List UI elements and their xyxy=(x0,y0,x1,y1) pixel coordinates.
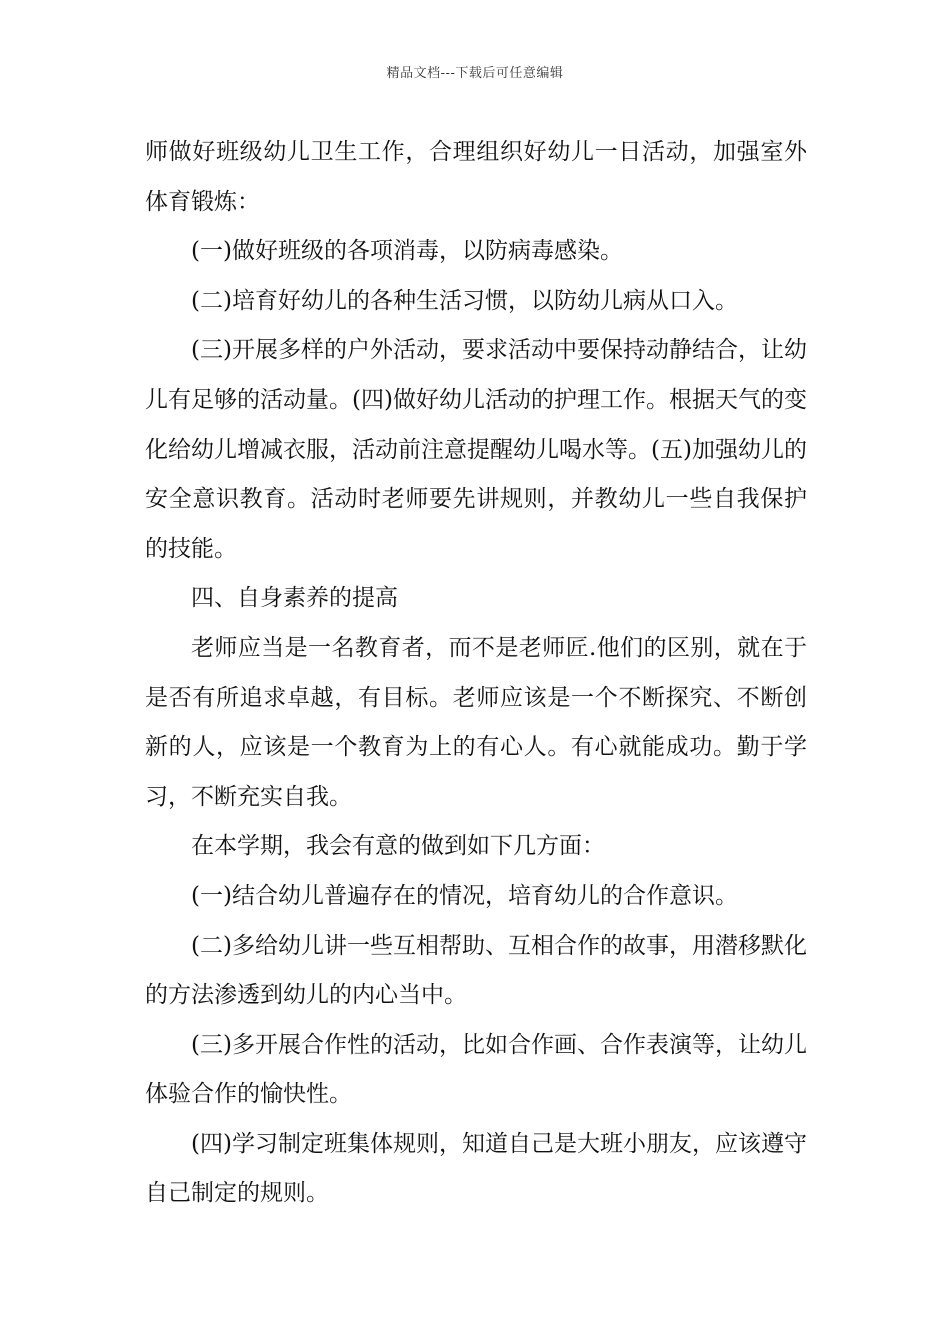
paragraph: (三)开展多样的户外活动，要求活动中要保持动静结合，让幼儿有足够的活动量。(四)做好幼儿活动的护理工作。根据天气的变化给幼儿增减衣服，活动前注意提醒幼儿喝水等。(五)加强幼儿的安全意识教育。活动时老师要先讲规则，并教幼儿一些自我保护的技能。 xyxy=(145,337,807,562)
paragraph: (一)做好班级的各项消毒，以防病毒感染。 xyxy=(191,238,623,265)
section-heading: 四、自身素养的提高 xyxy=(191,585,398,612)
paragraph: (二)多给幼儿讲一些互相帮助、互相合作的故事，用潜移默化的方法渗透到幼儿的内心当中。 xyxy=(145,932,807,1009)
paragraph: (四)学习制定班集体规则，知道自己是大班小朋友，应该遵守自己制定的规则。 xyxy=(145,1130,807,1207)
document-body xyxy=(145,128,807,1219)
paragraph: 老师应当是一名教育者，而不是老师匠.他们的区别，就在于是否有所追求卓越，有目标。老师应该是一个不断探究、不断创新的人，应该是一个教育为上的有心人。有心就能成功。勤于学习，不断充实自我。 xyxy=(145,634,807,810)
paragraph: 在本学期，我会有意的做到如下几方面： xyxy=(191,833,605,860)
paragraph: (三)多开展合作性的活动，比如合作画、合作表演等，让幼儿体验合作的愉快性。 xyxy=(145,1031,807,1108)
paragraph: (一)结合幼儿普遍存在的情况，培育幼儿的合作意识。 xyxy=(191,882,738,909)
page-header: 精品文档---下载后可任意编辑 xyxy=(386,66,564,81)
paragraph: (二)培育好幼儿的各种生活习惯，以防幼儿病从口入。 xyxy=(191,287,738,314)
paragraph: 师做好班级幼儿卫生工作，合理组织好幼儿一日活动，加强室外体育锻炼： xyxy=(145,139,807,215)
